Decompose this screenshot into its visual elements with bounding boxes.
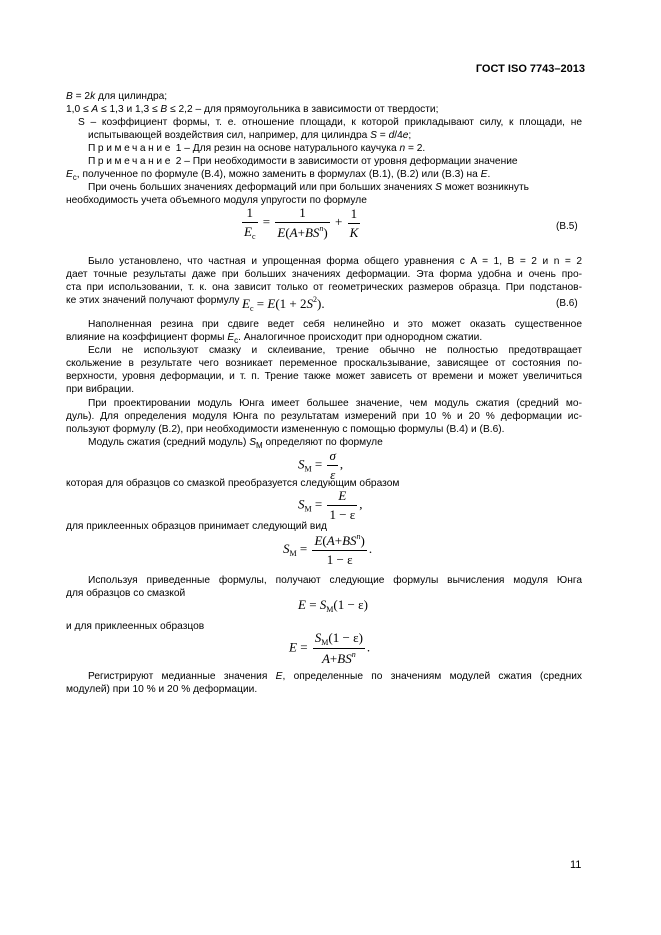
note-1: Примечание 1 – Для резин на основе натурального каучука n = 2. [88, 143, 426, 154]
text-line: скольжение в результате чего возникает переменное проскальзывание, зависящее от состояния по- [66, 358, 582, 369]
text-line: Используя приведенные формулы, получают следующие формулы вычисления модуля Юнга [88, 575, 582, 586]
text-line: пользуют формулу (В.2), при необходимости измененную с помощью формулы (В.4) и (В.6). [66, 424, 505, 435]
formula-sm-lubricated: $S_M$ = $\frac{E}{1 - \varepsilon}$ , [298, 488, 363, 522]
text-line: для образцов со смазкой [66, 588, 186, 599]
page-number: 11 [570, 859, 582, 871]
text-line: S – коэффициент формы, т. е. отношение площади, к которой прикладывают силу, к площади, не [78, 117, 582, 128]
text-line: B = 2k для цилиндра; [66, 91, 168, 102]
text-line: 1,0 ≤ A ≤ 1,3 и 1,3 ≤ B ≤ 2,2 – для прямоугольника в зависимости от твердости; [66, 104, 439, 115]
document-header: ГОСТ ISO 7743–2013 [475, 63, 585, 75]
text-line: При проектировании модуль Юнга имеет большее значение, чем модуль сжатия (средний мо- [88, 398, 582, 409]
formula-sm-bonded: $S_M$ = $\frac{E(A+BS^n)}{1 - \varepsilon}$ . [283, 532, 373, 567]
formula-e-lubricated: $E = S_M(1 - \varepsilon)$ [298, 597, 368, 614]
text-line: и для приклеенных образцов [66, 621, 205, 632]
text-line: для приклеенных образцов принимает следующий вид [66, 521, 327, 532]
formula-b6: $E_c = E(1 + 2S^2)$. [242, 295, 325, 313]
text-line: Если не используют смазку и склеивание, трение обычно не полностью предотвращает [88, 345, 582, 356]
note-2: Примечание 2 – При необходимости в зависимости от уровня деформации значение [88, 156, 518, 167]
text-line: дуль). Для определения модуля Юнга по результатам измерений при 10 % и 20 % деформации ис- [66, 411, 582, 422]
text-line: Модуль сжатия (средний модуль) $S_M$ определяют по формуле [88, 437, 383, 450]
text-line: необходимость учета объемного модуля упругости по формуле [66, 195, 367, 206]
text-line: испытывающей воздействия сил, например, для цилиндра S = d/4e; [88, 130, 412, 141]
text-line: при вибрации. [66, 384, 135, 395]
formula-sm: $S_M$ = $\frac{\sigma}{\varepsilon}$ , [298, 448, 344, 482]
text-line: верхности, уровня деформации, и т. п. Трение также может зависеть от времени и может увеличиться [66, 371, 582, 382]
equation-number: (В.5) [556, 221, 578, 232]
text-line: ста при использовании, т. к. она зависит только от геометрических размеров образца. При подстанов- [66, 282, 582, 293]
text-line: дает точные результаты даже при больших значениях деформации. Эта форма удобна и очень про- [66, 269, 582, 280]
text-line: которая для образцов со смазкой преобразуется следующим образом [66, 478, 400, 489]
text-line: $E_c$, полученное по формуле (В.4), можно заменить в формулах (В.1), (В.2) или (В.3) на E. [66, 169, 491, 182]
text-line: Регистрируют медианные значения E, определенные по значениям модулей сжатия (средних [88, 671, 582, 682]
text-line: ке этих значений получают формулу [66, 295, 240, 306]
equation-number: (В.6) [556, 298, 578, 309]
formula-e-bonded: E = $\frac{S_M(1 - \varepsilon)}{A+BS^n}$ . [289, 630, 371, 666]
text-line: Было установлено, что частная и упрощенная форма общего уравнения с A = 1, B = 2 и n = 2 [88, 256, 582, 267]
text-line: При очень больших значениях деформаций или при больших значениях S может возникнуть [88, 182, 529, 193]
text-line: Наполненная резина при сдвиге ведет себя нелинейно и это может оказать существенное [88, 319, 582, 330]
formula-b5: $\frac{1}{E_c}$ = $\frac{1}{E(A+BS^n)}$ + $\frac{1}{K}$ [244, 205, 359, 241]
text-line: модулей) при 10 % и 20 % деформации. [66, 684, 258, 695]
text-line: влияние на коэффициент формы $E_c$. Аналогичное происходит при однородном сжатии. [66, 332, 483, 345]
